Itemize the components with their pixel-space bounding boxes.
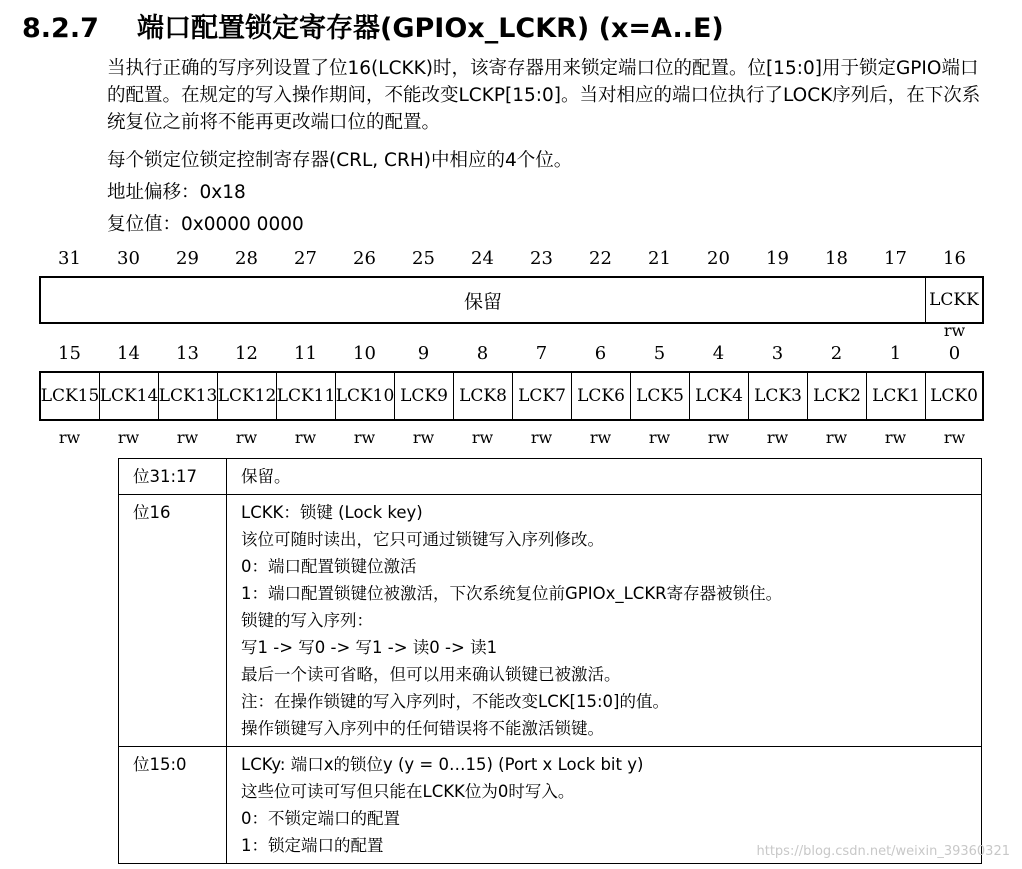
access-label: rw: [943, 428, 966, 447]
access-label: rw: [117, 428, 140, 447]
description-line: 保留。: [241, 467, 291, 486]
bit-number: 7: [535, 343, 548, 364]
bit-number: 14: [117, 343, 140, 364]
bit-number: 3: [771, 343, 784, 364]
access-label: rw: [825, 428, 848, 447]
bit-number: 6: [594, 343, 607, 364]
table-row: [119, 459, 982, 495]
bit-number: 13: [176, 343, 199, 364]
bit-description: [227, 495, 982, 747]
register-high-row: [39, 276, 984, 324]
bit-number: 26: [353, 248, 376, 269]
watermark: https://blog.csdn.net/weixin_39360321: [756, 844, 1010, 859]
bit-description: [227, 459, 982, 495]
lck-field: LCK6: [572, 373, 631, 419]
bit-number: 10: [353, 343, 376, 364]
access-label: rw: [530, 428, 553, 447]
lckk-field: LCKK: [929, 290, 979, 310]
bit-number: 30: [117, 248, 140, 269]
bit-range: 位16: [119, 495, 227, 747]
bit-number: 29: [176, 248, 199, 269]
bit-number: 0: [948, 343, 961, 364]
access-label: rw: [589, 428, 612, 447]
lck-field: LCK11: [277, 373, 336, 419]
description-line: 0：不锁定端口的配置: [241, 809, 400, 828]
description-line: 1：端口配置锁键位被激活，下次系统复位前GPIOx_LCKR寄存器被锁住。: [241, 584, 783, 603]
description-line: 最后一个读可省略，但可以用来确认锁键已被激活。: [241, 665, 621, 684]
bit-number: 31: [58, 248, 81, 269]
bit-number: 21: [648, 248, 671, 269]
lck-field: LCK4: [690, 373, 749, 419]
lck-field: LCK8: [454, 373, 513, 419]
bit-number: 11: [294, 343, 317, 364]
bit-number: 4: [712, 343, 725, 364]
lck-field: LCK5: [631, 373, 690, 419]
access-label: rw: [884, 428, 907, 447]
bit-number: 24: [471, 248, 494, 269]
lck-field: LCK14: [100, 373, 159, 419]
section-heading: [22, 6, 724, 45]
lck-field: LCK0: [930, 386, 978, 406]
description-line: 该位可随时读出，它只可通过锁键写入序列修改。: [241, 530, 604, 549]
bit-number: 9: [417, 343, 430, 364]
lck-field: LCK9: [395, 373, 454, 419]
bit-number: 20: [707, 248, 730, 269]
lock-note: 每个锁定位锁定控制寄存器(CRL, CRH)中相应的4个位。: [107, 150, 573, 171]
access-label: rw: [235, 428, 258, 447]
description-line: 锁键的写入序列：: [241, 611, 373, 630]
lck-field: LCK15: [41, 373, 100, 419]
bit-range: 位31:17: [119, 459, 227, 495]
bit-number: 19: [766, 248, 789, 269]
description-line: 0：端口配置锁键位激活: [241, 557, 417, 576]
bit-number: 23: [530, 248, 553, 269]
bit-number: 15: [58, 343, 81, 364]
description-line: 操作锁键写入序列中的任何错误将不能激活锁键。: [241, 719, 604, 738]
access-label: rw: [353, 428, 376, 447]
bit-number: 2: [830, 343, 843, 364]
access-label: rw: [294, 428, 317, 447]
bit-number: 28: [235, 248, 258, 269]
bit-number: 25: [412, 248, 435, 269]
reset-value: 复位值：0x0000 0000: [107, 214, 304, 235]
description-line: LCKK：锁键 (Lock key): [241, 503, 423, 522]
address-offset: 地址偏移：0x18: [107, 182, 246, 203]
table-row: [119, 495, 982, 747]
access-label: rw: [176, 428, 199, 447]
lckk-access: rw: [943, 321, 966, 340]
bit-number: 17: [884, 248, 907, 269]
description-line: LCKy: 端口x的锁位y (y = 0…15) (Port x Lock bit y): [241, 755, 644, 774]
description-line: 这些位可读可写但只能在LCKK位为0时写入。: [241, 782, 575, 801]
bit-number: 22: [589, 248, 612, 269]
access-label: rw: [58, 428, 81, 447]
access-label: rw: [766, 428, 789, 447]
bit-number: 5: [653, 343, 666, 364]
bit-number: 27: [294, 248, 317, 269]
lck-field: LCK3: [749, 373, 808, 419]
lck-field: LCK7: [513, 373, 572, 419]
reserved-field: 保留: [41, 278, 926, 322]
lck-field: LCK12: [218, 373, 277, 419]
access-label: rw: [412, 428, 435, 447]
bit-number: 1: [889, 343, 902, 364]
register-low-row: [39, 371, 984, 421]
lck-field: LCK1: [867, 373, 926, 419]
bit-number: 16: [943, 248, 966, 269]
section-number: 8.2.7: [22, 13, 99, 44]
bit-number: 18: [825, 248, 848, 269]
access-label: rw: [648, 428, 671, 447]
lck-field: LCK10: [336, 373, 395, 419]
description-line: 注：在操作锁键的写入序列时，不能改变LCK[15:0]的值。: [241, 692, 669, 711]
lck-field: LCK2: [808, 373, 867, 419]
bit-description-table: [118, 458, 982, 864]
lck-field: LCK13: [159, 373, 218, 419]
access-label: rw: [707, 428, 730, 447]
intro-paragraph: 当执行正确的写序列设置了位16(LCKK)时，该寄存器用来锁定端口位的配置。位[15:0]用于锁定GPIO端口的配置。在规定的写入操作期间，不能改变LCKP[15:0]。当对相应的端口位执行了LOCK序列后，在下次系统复位之前将不能再更改端口位的配置。: [107, 58, 981, 133]
bit-number: 8: [476, 343, 489, 364]
bit-range: 位15:0: [119, 747, 227, 864]
bit-number: 12: [235, 343, 258, 364]
access-label: rw: [471, 428, 494, 447]
description-line: 写1 -> 写0 -> 写1 -> 读0 -> 读1: [241, 638, 498, 657]
description-line: 1：锁定端口的配置: [241, 836, 384, 855]
section-title: 端口配置锁定寄存器(GPIOx_LCKR) (x=A..E): [137, 13, 724, 44]
